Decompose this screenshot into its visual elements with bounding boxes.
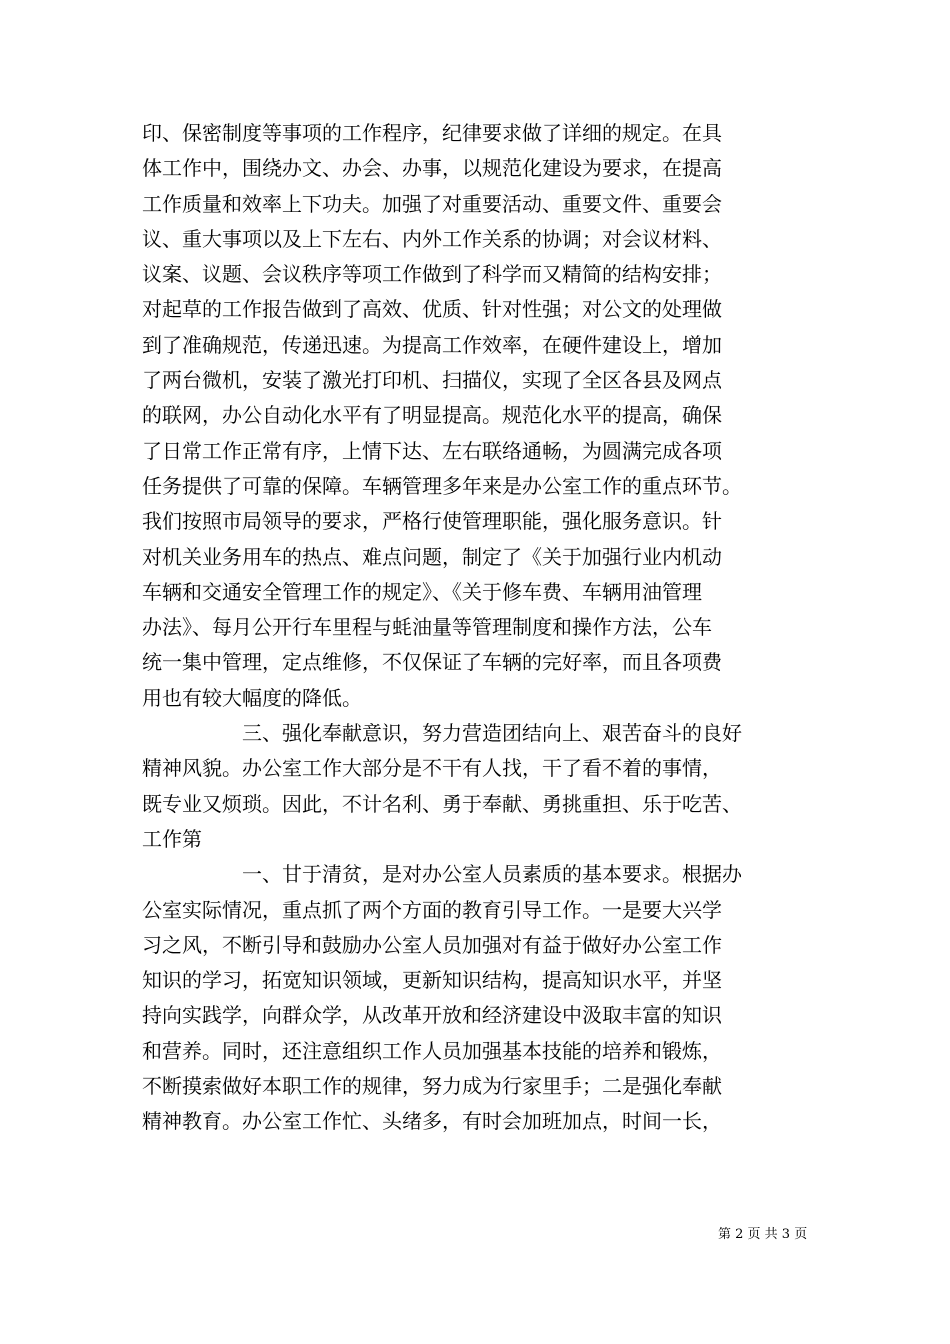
text-line: 对机关业务用车的热点、难点问题，制定了《关于加强行业内机动	[142, 544, 722, 569]
text-line: 到了准确规范，传递迅速。为提高工作效率，在硬件建设上，增加	[142, 332, 722, 357]
text-line: 任务提供了可靠的保障。车辆管理多年来是办公室工作的重点环节。	[142, 473, 742, 498]
text-line: 了日常工作正常有序，上情下达、左右联络通畅，为圆满完成各项	[142, 438, 722, 463]
page-number-footer: 第 2 页 共 3 页	[718, 1227, 808, 1242]
text-line: 我们按照市局领导的要求，严格行使管理职能，强化服务意识。针	[142, 509, 722, 534]
text-line: 议案、议题、会议秩序等项工作做到了科学而又精简的结构安排；	[142, 262, 722, 287]
text-line: 和营养。同时，还注意组织工作人员加强基本技能的培养和锻炼，	[142, 1038, 722, 1063]
text-line: 公室实际情况，重点抓了两个方面的教育引导工作。一是要大兴学	[142, 897, 722, 922]
text-line: 精神风貌。办公室工作大部分是不干有人找，干了看不着的事情，	[142, 756, 722, 781]
text-line: 精神教育。办公室工作忙、头绪多，有时会加班加点，时间一长，	[142, 1109, 722, 1134]
text-line: 办法》、每月公开行车里程与蚝油量等管理制度和操作方法，公车	[142, 615, 712, 640]
text-line: 持向实践学，向群众学，从改革开放和经济建设中汲取丰富的知识	[142, 1003, 722, 1028]
text-line: 既专业又烦琐。因此，不计名利、勇于奉献、勇挑重担、乐于吃苦、	[142, 791, 742, 816]
text-line: 三、强化奉献意识，努力营造团结向上、艰苦奋斗的良好	[242, 721, 742, 746]
text-line: 体工作中，围绕办文、办会、办事，以规范化建设为要求，在提高	[142, 156, 722, 181]
text-line: 用也有较大幅度的降低。	[142, 685, 362, 710]
text-line: 不断摸索做好本职工作的规律，努力成为行家里手；二是强化奉献	[142, 1074, 722, 1099]
text-line: 习之风，不断引导和鼓励办公室人员加强对有益于做好办公室工作	[142, 932, 722, 957]
text-line: 一、甘于清贫，是对办公室人员素质的基本要求。根据办	[242, 862, 742, 887]
text-line: 了两台微机，安装了激光打印机、扫描仪，实现了全区各县及网点	[142, 368, 722, 393]
text-line: 对起草的工作报告做到了高效、优质、针对性强；对公文的处理做	[142, 297, 722, 322]
text-line: 车辆和交通安全管理工作的规定》、《关于修车费、车辆用油管理	[142, 579, 702, 604]
text-line: 印、保密制度等事项的工作程序，纪律要求做了详细的规定。在具	[142, 121, 722, 145]
text-line: 议、重大事项以及上下左右、内外工作关系的协调；对会议材料、	[142, 226, 722, 251]
text-line: 统一集中管理，定点维修，不仅保证了车辆的完好率，而且各项费	[142, 650, 722, 675]
text-line: 的联网，办公自动化水平有了明显提高。规范化水平的提高，确保	[142, 403, 722, 428]
body-text	[142, 116, 818, 1140]
text-line: 工作质量和效率上下功夫。加强了对重要活动、重要文件、重要会	[142, 191, 722, 216]
text-line: 工作第	[142, 826, 202, 851]
text-line: 知识的学习，拓宽知识领域，更新知识结构，提高知识水平，并坚	[142, 968, 722, 993]
